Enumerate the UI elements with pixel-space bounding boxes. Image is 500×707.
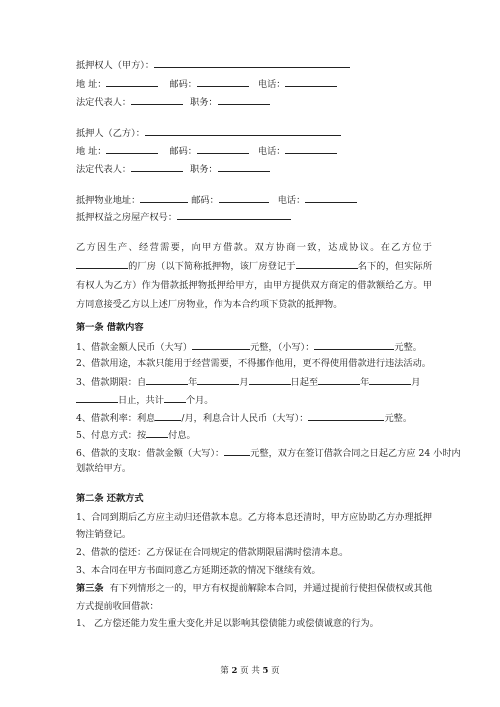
article-3-item-1: 1、 乙方偿还能力发生重大变化并足以影响其偿债能力或偿债诚意的行为。	[76, 618, 379, 629]
item-text: 4、借款利率：利息	[76, 413, 156, 424]
item-text: 日起至	[290, 377, 319, 388]
duty-label: 职务：	[190, 164, 218, 175]
article-1-item-6	[76, 446, 461, 460]
item-text: 元整，（小写）：	[250, 342, 315, 353]
intro-text-1: 乙方因生产、经营需要，向甲方借款。双方协商一致，达成协议。在乙方位于	[76, 242, 432, 253]
end-month-blank	[369, 375, 411, 385]
item-text: 元整。	[384, 413, 413, 424]
zip-label: 邮码：	[191, 195, 219, 206]
property-address-label: 抵押物业地址：	[76, 195, 141, 206]
mortgagor-name-blank	[145, 126, 341, 136]
mortgagee-label: 抵押权人（甲方）：	[76, 60, 155, 71]
footer-text: 页	[271, 666, 280, 676]
item-text: 6、借款的支取：借款金额（大写）：	[76, 448, 225, 459]
tel-label: 电话：	[257, 146, 286, 157]
end-day-blank	[76, 393, 118, 403]
interest-total-blank	[308, 411, 384, 421]
start-year-blank	[146, 375, 188, 385]
mortgagee-name-row	[76, 58, 350, 72]
total-pages: 5	[262, 666, 269, 676]
article-3-text: 有下列情形之一的，甲方有权提前解除本合同，并通过提前行使担保债权或其他方式提前收回借款：	[76, 583, 433, 612]
zip-blank	[219, 193, 269, 203]
article-1-item-2: 2、借款用途，本款只能用于经营需要，不得挪作他用，更不得使用借款进行违法活动。	[76, 358, 431, 369]
intro-text-2: 的厂房（以下简称抵押物，该厂房登记于	[128, 261, 296, 272]
zip-blank	[197, 77, 249, 87]
end-year-blank	[318, 375, 360, 385]
property-address-blank	[140, 193, 188, 203]
item-text: 日止，共计	[118, 395, 164, 406]
footer-text: 页 共	[240, 666, 260, 676]
article-3-title: 第三条	[76, 583, 104, 594]
zip-label: 邮码：	[169, 79, 197, 90]
address-label: 地 址：	[76, 79, 107, 90]
item-text: 个月。	[185, 395, 214, 406]
mortgagee-name-blank	[154, 58, 350, 68]
article-2-item-1: 1、合同到期后乙方应主动归还借款本息。乙方将本息还清时，甲方应协助乙方办理抵押物注销登记。	[76, 512, 432, 540]
months-blank	[164, 393, 186, 403]
article-2-item-2: 2、借款的偿还：乙方保证在合同规定的借款期限届满时偿清本息。	[76, 547, 349, 558]
item-text: 月	[411, 377, 421, 388]
item-text: /月，利息合计人民币（大写）：	[181, 413, 309, 424]
mortgagor-name-row	[76, 126, 341, 140]
tel-blank	[285, 144, 337, 154]
legal-rep-blank	[131, 95, 183, 105]
duty-label: 职务：	[190, 97, 218, 108]
intro-text-3: 名下的，但实际所有权人为乙方）作为借款抵押物抵押给甲方，由甲方提供双方商定的借款额给乙方。甲方同意接受乙方以上述厂房物业，作为本合约项下贷款的抵押物。	[76, 261, 433, 310]
amount-upper-blank	[192, 340, 250, 350]
withdraw-amount-blank	[224, 446, 250, 456]
intro-paragraph	[76, 238, 432, 314]
item-text: 月	[239, 377, 249, 388]
address-label: 地 址：	[76, 146, 107, 157]
mortgagee-address-row	[76, 77, 337, 91]
duty-blank	[218, 162, 270, 172]
item-text: 年	[188, 377, 198, 388]
start-day-blank	[249, 375, 291, 385]
payment-method-blank	[146, 428, 168, 438]
property-cert-row	[76, 210, 291, 224]
article-1-item-4	[76, 411, 412, 425]
item-text: 元整，双方在签订借款合同之日起乙方应 24 小时内	[250, 448, 461, 459]
article-1-item-6-cont: 划款给甲方。	[76, 463, 132, 474]
tel-blank	[305, 193, 357, 203]
item-text: 1、借款金额人民币（大写）	[76, 342, 193, 353]
item-text: 元整。	[394, 342, 422, 353]
footer-text: 第	[220, 666, 229, 676]
amount-lower-blank	[314, 340, 394, 350]
mortgagor-legal-row	[76, 162, 270, 176]
mortgagor-address-row	[76, 144, 337, 158]
start-month-blank	[197, 375, 239, 385]
tel-blank	[285, 77, 337, 87]
location-blank	[76, 259, 128, 269]
tel-label: 电话：	[257, 79, 286, 90]
article-1-title: 第一条 借款内容	[76, 322, 144, 333]
tel-label: 电话：	[277, 195, 306, 206]
article-2-item-3: 3、本合同在甲方书面同意乙方延期还款的情况下继续有效。	[76, 565, 321, 576]
item-text: 年	[360, 377, 370, 388]
legal-rep-label: 法定代表人：	[76, 97, 132, 108]
item-text: 3、借款期限：自	[76, 377, 147, 388]
duty-blank	[218, 95, 270, 105]
item-text: 付息。	[168, 430, 196, 441]
property-cert-label: 抵押权益之房屋产权号：	[76, 212, 178, 223]
article-2-title: 第二条 还款方式	[76, 493, 144, 504]
mortgagee-legal-row	[76, 95, 270, 109]
address-blank	[106, 77, 158, 87]
current-page: 2	[231, 666, 238, 676]
page-number-footer	[0, 664, 500, 676]
zip-label: 邮码：	[169, 146, 197, 157]
article-1-item-3-cont	[76, 393, 214, 407]
legal-rep-label: 法定代表人：	[76, 164, 132, 175]
mortgagor-label: 抵押人（乙方）：	[76, 128, 145, 139]
rate-blank	[155, 411, 181, 421]
registrant-blank	[296, 259, 358, 269]
address-blank	[106, 144, 158, 154]
article-1-item-3	[76, 375, 420, 389]
property-cert-blank	[177, 210, 291, 220]
article-1-item-1	[76, 340, 422, 354]
item-text: 5、付息方式：按	[76, 430, 147, 441]
legal-rep-blank	[131, 162, 183, 172]
article-1-item-5	[76, 428, 196, 442]
article-3-paragraph	[76, 580, 432, 616]
property-address-row	[76, 193, 357, 207]
zip-blank	[197, 144, 249, 154]
